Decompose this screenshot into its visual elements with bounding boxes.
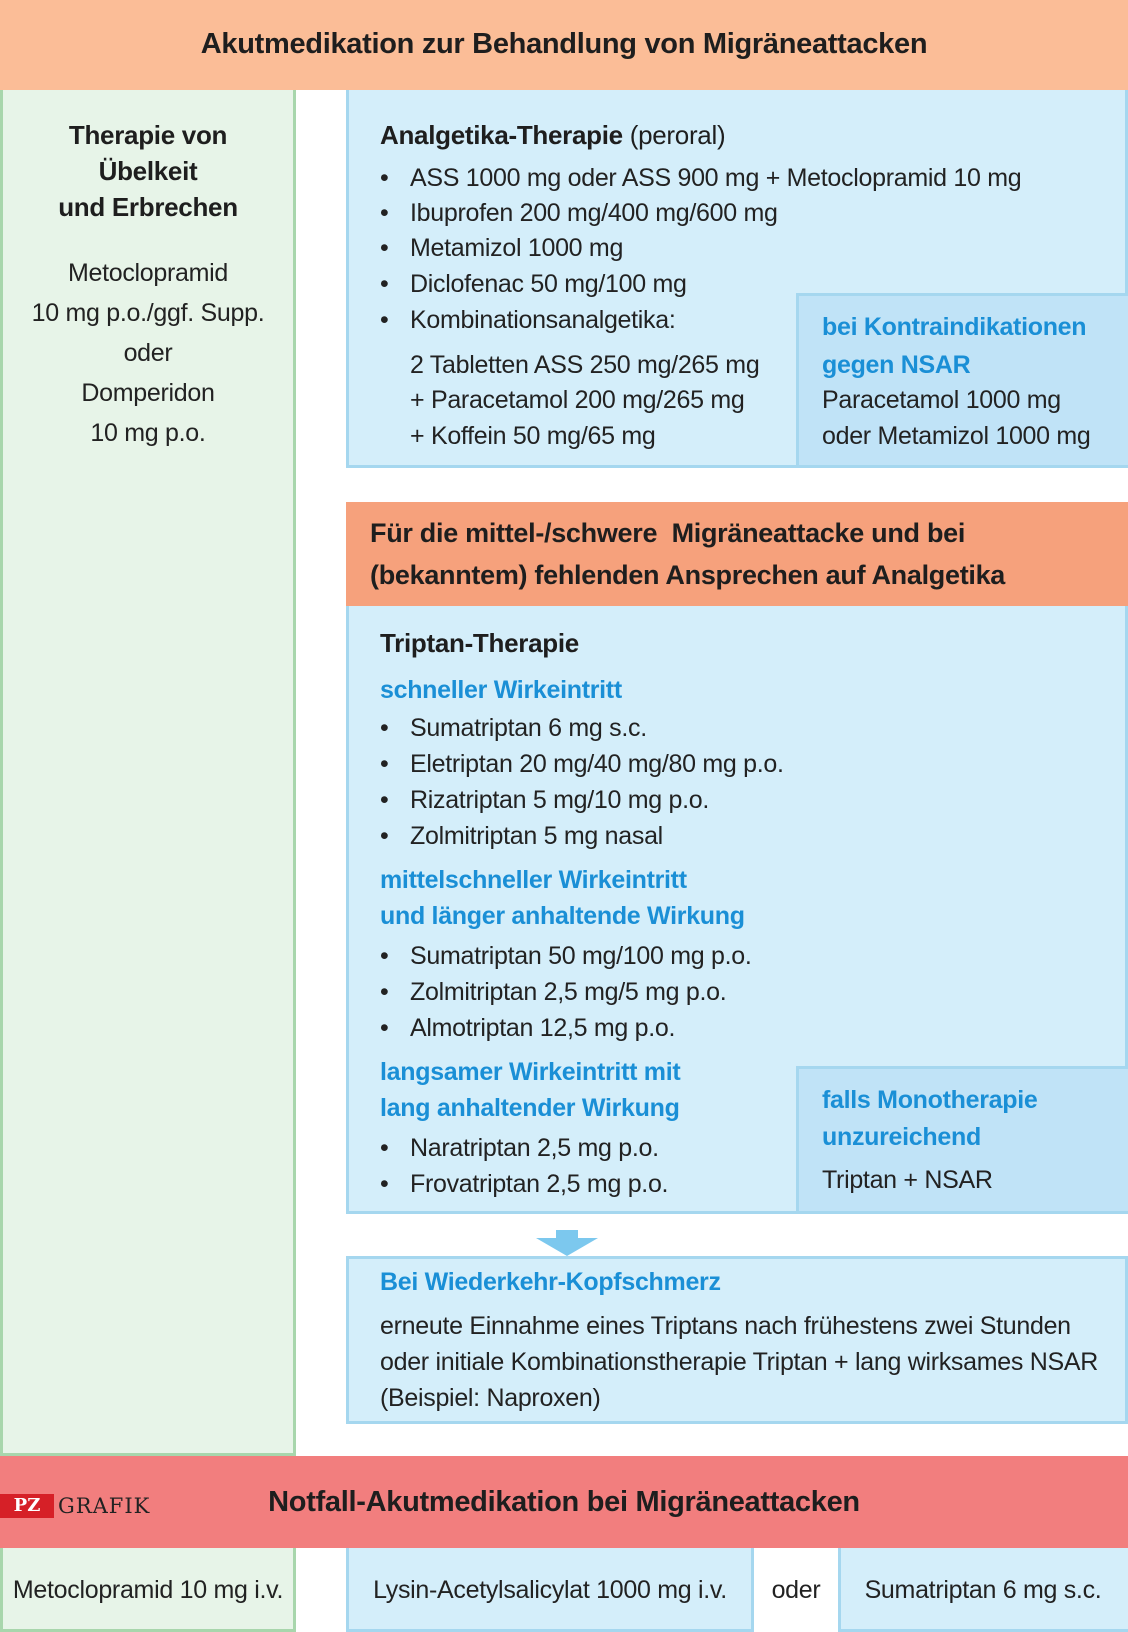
analgesic-therapy-title [380, 120, 725, 151]
list-item-text: Sumatriptan 6 mg s.c. [410, 714, 647, 742]
nausea-body-line: oder [123, 339, 173, 367]
triptan-therapy-title: Triptan-Therapie [380, 628, 579, 658]
recurrent-headache-body [380, 1308, 1120, 1416]
bullet-icon: • [380, 306, 389, 334]
bullet-icon: • [380, 750, 389, 778]
medium-onset-heading-line: mittelschneller Wirkeintritt [380, 866, 687, 894]
emergency-title: Notfall-Akutmedikation bei Migräneattacken [268, 1486, 860, 1518]
medium-onset-heading [380, 862, 745, 934]
recurrent-headache-title: Bei Wiederkehr-Kopfschmerz [380, 1268, 721, 1296]
monotherapy-title [822, 1082, 1037, 1156]
list-item [380, 1170, 668, 1199]
list-item-text: Kombinationsanalgetika: [410, 306, 676, 334]
combo-line: + Koffein 50 mg/65 mg [410, 422, 656, 450]
list-item-text: Zolmitriptan 2,5 mg/5 mg p.o. [410, 978, 727, 1006]
analgesic-title-suffix: (peroral) [629, 120, 726, 150]
combo-line: + Paracetamol 200 mg/265 mg [410, 386, 745, 414]
pz-grafik-label: GRAFIK [58, 1494, 151, 1518]
list-item [380, 978, 726, 1007]
slow-onset-heading-line: lang anhaltender Wirkung [380, 1094, 680, 1122]
contraindication-body-line: oder Metamizol 1000 mg [822, 422, 1091, 450]
bullet-icon: • [380, 978, 389, 1006]
list-item-text: ASS 1000 mg oder ASS 900 mg + Metoclopramid 10 mg [410, 164, 1022, 192]
list-item [380, 750, 784, 779]
nausea-body-line: Metoclopramid [67, 259, 229, 287]
list-item-text: Rizatriptan 5 mg/10 mg p.o. [410, 786, 709, 814]
triptan-section-title [370, 512, 1005, 596]
bullet-icon: • [380, 1170, 389, 1198]
list-item-text: Eletriptan 20 mg/40 mg/80 mg p.o. [410, 750, 784, 778]
emergency-option-lysin: Lysin-Acetylsalicylat 1000 mg i.v. [373, 1576, 727, 1604]
list-item [380, 822, 663, 851]
bullet-icon: • [380, 822, 389, 850]
bullet-icon: • [380, 164, 389, 192]
bullet-icon: • [380, 270, 389, 298]
contraindication-title-line: bei Kontraindikationen [822, 313, 1087, 341]
list-item [380, 1014, 675, 1043]
contraindication-title [822, 308, 1086, 384]
list-item-text: Diclofenac 50 mg/100 mg [410, 270, 687, 298]
nausea-title-line: und Erbrechen [58, 192, 238, 222]
list-item [380, 306, 676, 335]
nausea-therapy-title [0, 117, 296, 225]
slow-onset-heading [380, 1054, 680, 1126]
or-label: oder [771, 1576, 821, 1604]
list-item-text: Metamizol 1000 mg [410, 234, 624, 262]
list-item [380, 234, 623, 263]
list-item [380, 270, 687, 299]
list-item [380, 942, 752, 971]
list-item [380, 1134, 659, 1163]
monotherapy-body: Triptan + NSAR [822, 1166, 993, 1194]
monotherapy-title-line: falls Monotherapie [822, 1086, 1038, 1114]
nausea-body-line: 10 mg p.o. [90, 419, 206, 447]
page-title: Akutmedikation zur Behandlung von Migräneattacken [200, 28, 928, 60]
list-item [380, 199, 778, 228]
nausea-title-line: Therapie von [68, 120, 228, 150]
list-item [380, 786, 709, 815]
nausea-body-line: 10 mg p.o./ggf. Supp. [31, 299, 265, 327]
bullet-icon: • [380, 234, 389, 262]
bullet-icon: • [380, 1014, 389, 1042]
nausea-body-line: Domperidon [81, 379, 215, 407]
arrow-down-icon [536, 1230, 598, 1256]
list-item-text: Sumatriptan 50 mg/100 mg p.o. [410, 942, 752, 970]
bullet-icon: • [380, 1134, 389, 1162]
monotherapy-title-line: unzureichend [822, 1123, 981, 1151]
list-item-text: Ibuprofen 200 mg/400 mg/600 mg [410, 199, 778, 227]
contraindication-title-line: gegen NSAR [822, 351, 971, 379]
contraindication-body [822, 382, 1091, 454]
combo-line: 2 Tabletten ASS 250 mg/265 mg [410, 351, 760, 379]
triptan-section-title-line: (bekanntem) fehlenden Ansprechen auf Analgetika [370, 560, 1006, 590]
contraindication-body-line: Paracetamol 1000 mg [822, 386, 1061, 414]
list-item [380, 164, 1021, 193]
list-item-text: Naratriptan 2,5 mg p.o. [410, 1134, 659, 1162]
pz-logo: PZ [0, 1494, 54, 1518]
emergency-option-metoclopramid: Metoclopramid 10 mg i.v. [12, 1576, 284, 1604]
bullet-icon: • [380, 714, 389, 742]
slow-onset-heading-line: langsamer Wirkeintritt mit [380, 1058, 681, 1086]
fast-onset-heading: schneller Wirkeintritt [380, 676, 622, 704]
bullet-icon: • [380, 199, 389, 227]
bullet-icon: • [380, 786, 389, 814]
list-item-text: Frovatriptan 2,5 mg p.o. [410, 1170, 669, 1198]
medium-onset-heading-line: und länger anhaltende Wirkung [380, 902, 745, 930]
list-item [380, 714, 647, 743]
recurrent-headache-line: (Beispiel: Naproxen) [380, 1384, 601, 1412]
nausea-therapy-body [0, 253, 296, 453]
recurrent-headache-line: oder initiale Kombinationstherapie Triptan + lang wirksames NSAR [380, 1348, 1098, 1376]
analgesic-title-text: Analgetika-Therapie [380, 120, 623, 150]
nausea-title-line: Übelkeit [98, 156, 198, 186]
recurrent-headache-line: erneute Einnahme eines Triptans nach frühestens zwei Stunden [380, 1312, 1071, 1340]
list-item-text: Almotriptan 12,5 mg p.o. [410, 1014, 676, 1042]
emergency-option-sumatriptan: Sumatriptan 6 mg s.c. [864, 1576, 1102, 1604]
list-item-text: Zolmitriptan 5 mg nasal [410, 822, 663, 850]
triptan-section-title-line: Für die mittel-/schwere Migräneattacke und bei [370, 518, 966, 548]
bullet-icon: • [380, 942, 389, 970]
